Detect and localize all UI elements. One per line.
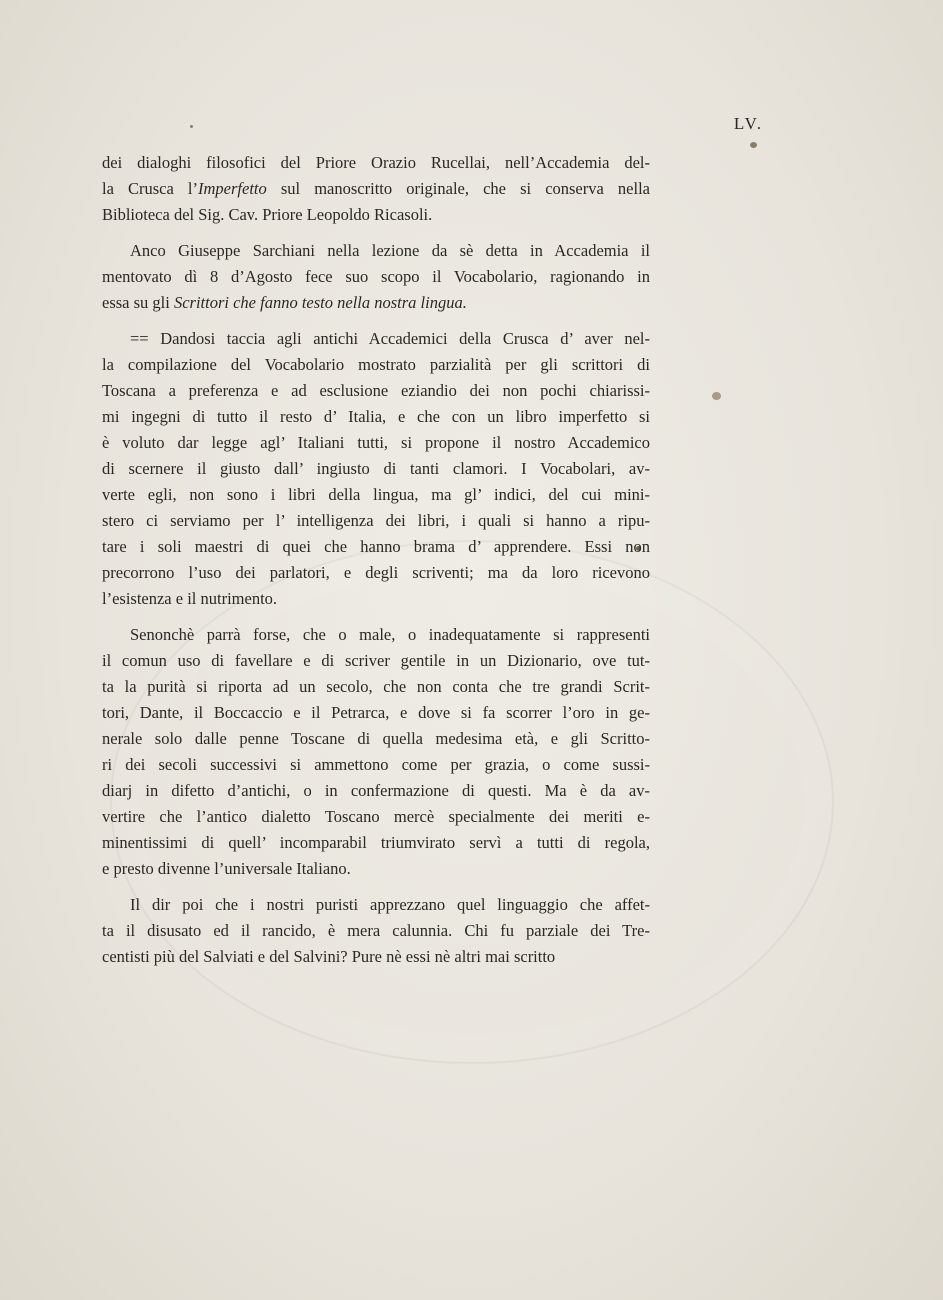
text-line: Il dir poi che i nostri puristi apprezzano quel linguaggio che affet-: [130, 895, 650, 914]
paragraph: [102, 892, 650, 970]
text-line: di scernere il giusto dall’ ingiusto di tanti clamori. I Vocabolari, av-: [102, 459, 650, 478]
text-line: ta il disusato ed il rancido, è mera calunnia. Chi fu parziale dei Tre-: [102, 921, 650, 940]
paper-speck: [750, 142, 757, 148]
text-line: == Dandosi taccia agli antichi Accademici della Crusca d’ aver nel-: [130, 329, 650, 348]
paragraph: [102, 326, 650, 612]
text-line: stero ci serviamo per l’ intelligenza dei libri, i quali si hanno a ripu-: [102, 511, 650, 530]
page-number: LV.: [733, 114, 763, 133]
text-line: tare i soli maestri di quei che hanno brama d’ apprendere. Essi non: [102, 537, 650, 556]
text-line: ta la purità si riporta ad un secolo, che non conta che tre grandi Scrit-: [102, 677, 650, 696]
text-line: mi ingegni di tutto il resto d’ Italia, e che con un libro imperfetto si: [102, 407, 650, 426]
text-line: ri dei secoli successivi si ammettono come per grazia, o come sussi-: [102, 755, 650, 774]
text-line: e presto divenne l’universale Italiano.: [102, 859, 351, 878]
text-line: essa su gli Scrittori che fanno testo nella nostra lingua.: [102, 293, 467, 312]
text-line: Senonchè parrà forse, che o male, o inadequatamente si rappresenti: [130, 625, 650, 644]
paragraph: [102, 622, 650, 882]
body-text: [102, 150, 650, 980]
text-line: centisti più del Salviati e del Salvini? Pure nè essi nè altri mai scritto: [102, 947, 556, 966]
text-line: nerale solo dalle penne Toscane di quella medesima età, e gli Scritto-: [102, 729, 650, 748]
text-line: verte egli, non sono i libri della lingua, ma gl’ indici, del cui mini-: [102, 485, 650, 504]
paragraph: [102, 238, 650, 316]
paper-speck: [712, 392, 721, 400]
text-line: Anco Giuseppe Sarchiani nella lezione da sè detta in Accademia il: [130, 241, 650, 260]
text-line: precorrono l’uso dei parlatori, e degli scriventi; ma da loro ricevono: [102, 563, 650, 582]
text-line: vertire che l’antico dialetto Toscano mercè specialmente dei meriti e-: [102, 807, 650, 826]
text-line: diarj in difetto d’antichi, o in confermazione di questi. Ma è da av-: [102, 781, 650, 800]
text-line: Biblioteca del Sig. Cav. Priore Leopoldo Ricasoli.: [102, 205, 433, 224]
text-line: l’esistenza e il nutrimento.: [102, 589, 278, 608]
text-line: dei dialoghi filosofici del Priore Orazio Rucellai, nell’Accademia del-: [102, 153, 650, 172]
text-line: mentovato dì 8 d’Agosto fece suo scopo il Vocabolario, ragionando in: [102, 267, 650, 286]
text-line: tori, Dante, il Boccaccio e il Petrarca, e dove si fa scorrer l’oro in ge-: [102, 703, 650, 722]
text-line: è voluto dar legge agl’ Italiani tutti, si propone il nostro Accademico: [102, 433, 650, 452]
text-line: il comun uso di favellare e di scriver gentile in un Dizionario, ove tut-: [102, 651, 650, 670]
paragraph: [102, 150, 650, 228]
text-line: Toscana a preferenza e ad esclusione eziandio dei non pochi chiarissi-: [102, 381, 650, 400]
text-line: la Crusca l’Imperfetto sul manoscritto originale, che si conserva nella: [102, 179, 650, 198]
text-line: minentissimi di quell’ incomparabil triumvirato servì a tutti di regola,: [102, 833, 650, 852]
text-line: la compilazione del Vocabolario mostrato parzialità per gli scrittori di: [102, 355, 650, 374]
